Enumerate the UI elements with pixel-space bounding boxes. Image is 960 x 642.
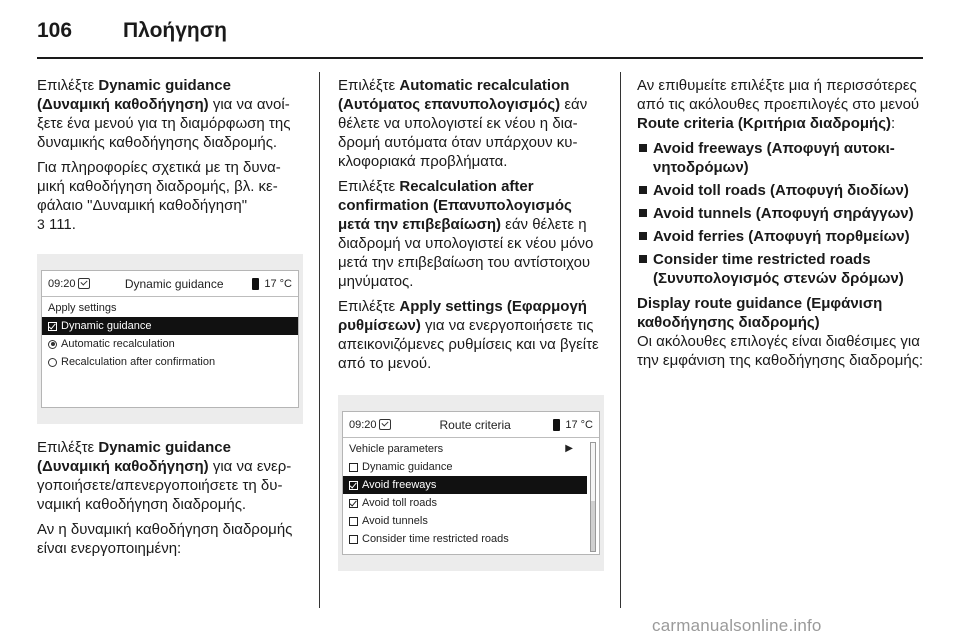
menu-item-recalculation-after-confirmation[interactable]: Recalculation after confirmation bbox=[42, 353, 298, 371]
screen-figure-route-criteria bbox=[338, 395, 604, 571]
screen-status-bar bbox=[42, 271, 298, 297]
screen-status-bar bbox=[343, 412, 599, 438]
menu-item-automatic-recalculation[interactable]: Automatic recalculation bbox=[42, 335, 298, 353]
scrollbar[interactable] bbox=[590, 442, 596, 552]
column-2 bbox=[338, 76, 604, 585]
checkbox-icon bbox=[48, 322, 57, 331]
chevron-right-icon: ▶ bbox=[565, 443, 573, 454]
checkbox-icon bbox=[349, 463, 358, 472]
watermark: carmanualsonline.info bbox=[652, 616, 822, 635]
clock: 09:20 bbox=[48, 277, 76, 290]
checkbox-icon bbox=[349, 517, 358, 526]
menu-item-avoid-freeways[interactable]: Avoid freeways bbox=[343, 476, 587, 494]
checkbox-icon bbox=[349, 535, 358, 544]
menu-item-dynamic-guidance[interactable]: Dynamic guidance bbox=[343, 458, 587, 476]
screen-title: Route criteria bbox=[439, 417, 511, 432]
list-item: Avoid ferries (Αποφυγή πορθμείων) bbox=[637, 227, 927, 246]
menu-term: Dynamic guidance (Δυναμική καθοδήγηση) bbox=[37, 77, 231, 113]
menu-item-consider-time-restricted-roads[interactable]: Consider time restricted roads bbox=[343, 530, 587, 548]
menu-item-dynamic-guidance[interactable]: Dynamic guidance bbox=[42, 317, 298, 335]
menu-item-vehicle-parameters[interactable]: Vehicle parameters ▶ bbox=[349, 443, 573, 455]
column-3 bbox=[637, 76, 927, 376]
paragraph: Επιλέξτε Dynamic guidance (Δυναμική καθοδήγηση) για να ανοίξετε ένα μενού για τη διαμόρφωση της δυναμικής καθοδήγησης διαδρομής. bbox=[37, 77, 291, 151]
page-title: Πλοήγηση bbox=[123, 19, 227, 42]
page-number: 106 bbox=[37, 19, 73, 42]
list-item: Consider time restricted roads (Συνυπολογισμός στενών δρόμων) bbox=[637, 250, 927, 288]
scrollbar-thumb[interactable] bbox=[591, 501, 595, 551]
page-header bbox=[37, 14, 227, 48]
phone-icon bbox=[553, 419, 560, 431]
checkbox-checked-icon bbox=[349, 499, 358, 508]
phone-icon bbox=[252, 278, 259, 290]
paragraph: Επιλέξτε Automatic recalculation (Αυτόματος επανυπολογισμός) εάν θέλετε να υπολογιστεί εκ νέου η διαδρομή αυτόματα όταν υπάρχουν κυκλοφοριακά προβλήματα. bbox=[338, 77, 588, 170]
infotainment-screen bbox=[342, 411, 600, 555]
temperature: 17 °C bbox=[264, 277, 292, 290]
infotainment-screen bbox=[41, 270, 299, 408]
paragraph: Για πληροφορίες σχετικά με τη δυναμική καθοδήγηση διαδρομής, βλ. κεφάλαιο "Δυναμική καθοδήγηση" 3 111. bbox=[37, 159, 281, 233]
radio-icon bbox=[48, 358, 57, 367]
page-reference-icon: 3 bbox=[37, 216, 45, 232]
menu-term: Automatic recalculation (Αυτόματος επανυπολογισμός) bbox=[338, 77, 570, 113]
column-divider bbox=[620, 72, 621, 608]
menu-term: Dynamic guidance (Δυναμική καθοδήγηση) bbox=[37, 439, 231, 475]
section-heading: Display route guidance (Εμφάνιση καθοδήγησης διαδρομής) bbox=[637, 295, 883, 331]
paragraph: Επιλέξτε Apply settings (Εφαρμογή ρυθμίσεων) για να ενεργοποιήσετε τις απεικονιζόμενες ρυθμίσεις και να βγείτε από το μενού. bbox=[338, 298, 599, 372]
checkbox-checked-icon bbox=[349, 481, 358, 490]
list-item: Avoid toll roads (Αποφυγή διοδίων) bbox=[637, 181, 927, 200]
screen-figure-dynamic-guidance bbox=[37, 254, 303, 424]
paragraph: Επιλέξτε Dynamic guidance (Δυναμική καθοδήγηση) για να ενεργοποιήσετε/απενεργοποιήσετε τη δυναμική καθοδήγηση διαδρομής. bbox=[37, 439, 292, 513]
menu-item-avoid-tunnels[interactable]: Avoid tunnels bbox=[343, 512, 587, 530]
list-item: Avoid freeways (Αποφυγή αυτοκινητοδρόμων) bbox=[637, 139, 927, 177]
menu-term: Route criteria (Κριτήρια διαδρομής) bbox=[637, 115, 891, 132]
bullet-list bbox=[637, 139, 927, 288]
paragraph: Επιλέξτε Recalculation after confirmation (Επανυπολογισμός μετά την επιβεβαίωση) εάν θέλετε η διαδρομή να υπολογιστεί εκ νέου μόνο μετά την επιβεβαίωση του αντίστοιχου μηνύματος. bbox=[338, 178, 594, 290]
menu-term: Apply settings (Εφαρμογή ρυθμίσεων) bbox=[338, 298, 587, 334]
page-reference: 111. bbox=[44, 216, 76, 233]
paragraph: Οι ακόλουθες επιλογές είναι διαθέσιμες για την εμφάνιση της καθοδήγησης διαδρομής: bbox=[637, 333, 924, 369]
paragraph: Αν η δυναμική καθοδήγηση διαδρομής είναι ενεργοποιημένη: bbox=[37, 521, 293, 557]
paragraph: Αν επιθυμείτε επιλέξτε μια ή περισσότερες από τις ακόλουθες προεπιλογές στο μενού Route criteria (Κριτήρια διαδρομής): bbox=[637, 77, 920, 132]
temperature: 17 °C bbox=[565, 418, 593, 431]
menu-item-apply-settings[interactable]: Apply settings bbox=[48, 302, 117, 314]
clock: 09:20 bbox=[349, 418, 377, 431]
header-rule bbox=[37, 57, 923, 59]
menu-term: Recalculation after confirmation (Επανυπολογισμός μετά την επιβεβαίωση) bbox=[338, 178, 572, 233]
menu-item-avoid-toll-roads[interactable]: Avoid toll roads bbox=[343, 494, 587, 512]
screen-title: Dynamic guidance bbox=[124, 276, 224, 291]
radio-selected-icon bbox=[48, 340, 57, 349]
column-1 bbox=[37, 76, 303, 564]
navigation-icon bbox=[78, 278, 90, 289]
column-divider bbox=[319, 72, 320, 608]
list-item: Avoid tunnels (Αποφυγή σηράγγων) bbox=[637, 204, 927, 223]
navigation-icon bbox=[379, 419, 391, 430]
